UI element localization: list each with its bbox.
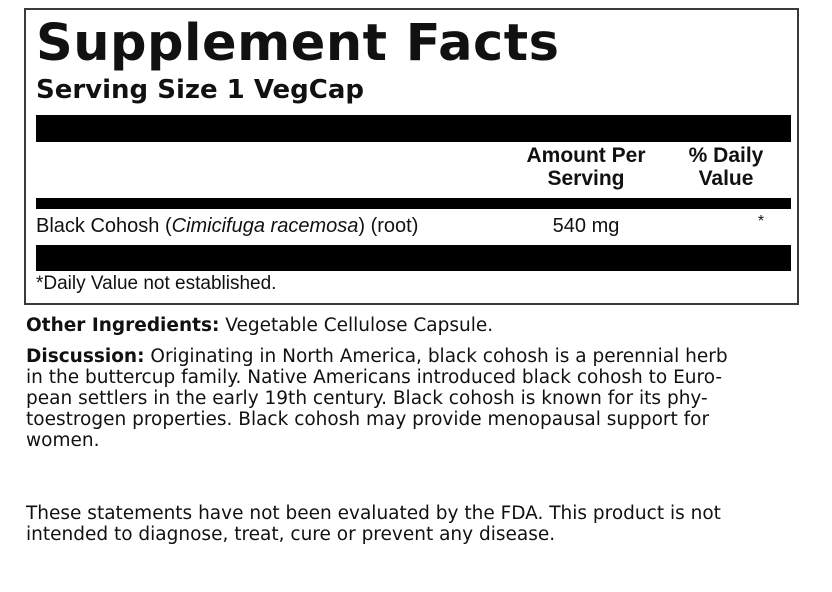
- divider-bar-bottom: [36, 245, 791, 271]
- discussion-line: in the buttercup family. Native Americans introduced black cohosh to Euro-: [26, 367, 723, 388]
- divider-bar-middle: [36, 198, 791, 209]
- ingredient-name: [36, 214, 418, 238]
- ingredient-daily-value: *: [757, 213, 765, 230]
- fda-disclaimer: [26, 503, 806, 545]
- serving-size: Serving Size 1 VegCap: [36, 75, 364, 105]
- other-ingredients-label: Other Ingredients:: [26, 315, 220, 336]
- ingredient-amount: 540 mg: [552, 215, 620, 237]
- discussion-line: women.: [26, 430, 100, 451]
- daily-value-header-line-2: Value: [698, 167, 754, 190]
- daily-value-header-line-1: % Daily: [688, 144, 764, 167]
- panel-title: Supplement Facts: [36, 14, 560, 73]
- discussion-line: Originating in North America, black cohosh is a perennial herb: [144, 346, 728, 367]
- amount-header-line-2: Serving: [547, 167, 625, 190]
- discussion-paragraph: [26, 346, 806, 451]
- daily-value-footnote: *Daily Value not established.: [36, 273, 277, 294]
- ingredient-name-prefix: Black Cohosh (: [36, 215, 172, 237]
- ingredient-latin-name: Cimicifuga racemosa: [171, 215, 359, 237]
- other-ingredients: [26, 315, 806, 336]
- daily-value-header: [666, 144, 786, 190]
- supplement-facts-panel: [24, 8, 799, 305]
- disclaimer-line: These statements have not been evaluated by the FDA. This product is not: [26, 503, 721, 524]
- divider-bar-top: [36, 115, 791, 142]
- amount-per-serving-header: [506, 144, 666, 190]
- other-ingredients-text: Vegetable Cellulose Capsule.: [219, 315, 494, 336]
- discussion-line: pean settlers in the early 19th century. Black cohosh is known for its phy-: [26, 388, 708, 409]
- ingredient-name-suffix: ) (root): [358, 215, 419, 237]
- amount-header-line-1: Amount Per: [526, 144, 646, 167]
- disclaimer-line: intended to diagnose, treat, cure or prevent any disease.: [26, 524, 556, 545]
- discussion-label: Discussion:: [26, 346, 145, 367]
- discussion-line: toestrogen properties. Black cohosh may provide menopausal support for: [26, 409, 710, 430]
